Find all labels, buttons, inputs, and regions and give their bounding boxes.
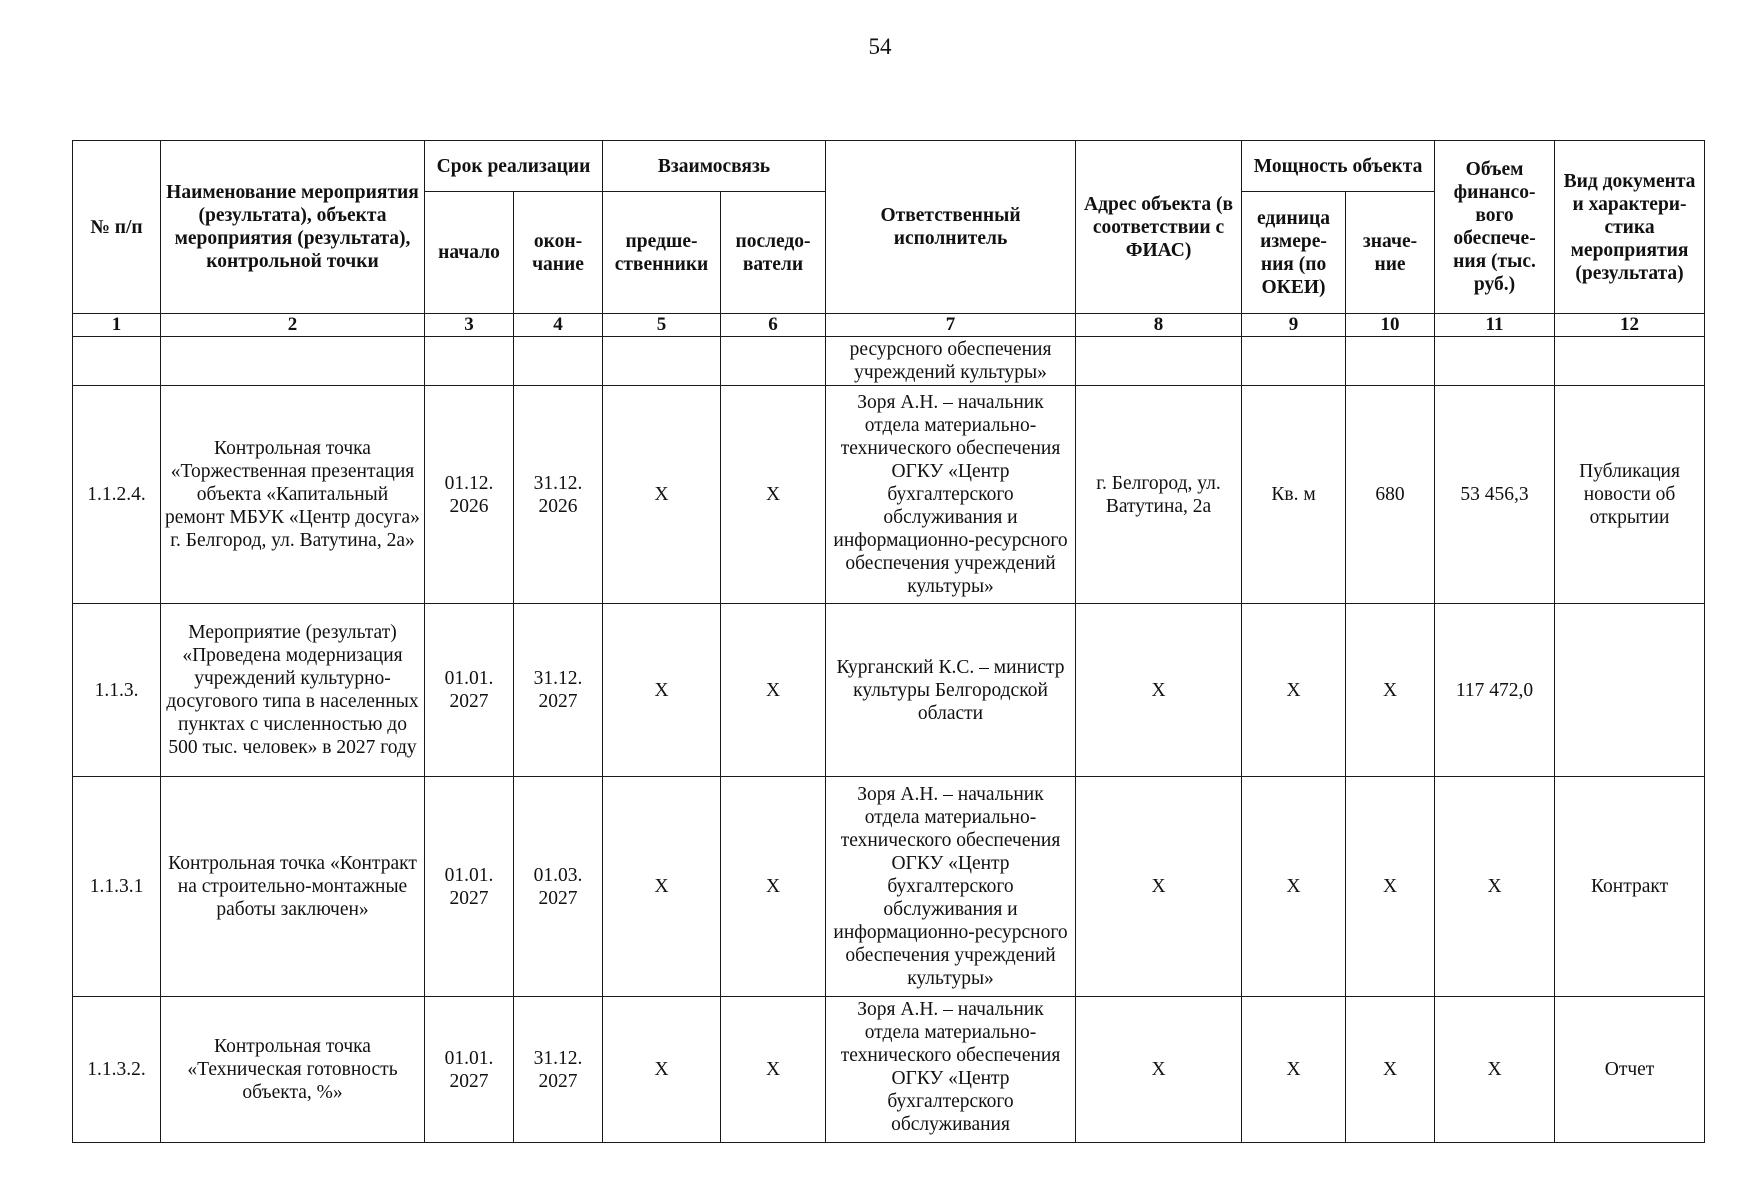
table-row (73, 997, 1705, 1143)
column-number: 6 (721, 314, 826, 337)
header-doc: Вид документа и характери-стика мероприятия (результата) (1555, 141, 1705, 314)
cell-name: Контрольная точка «Торжественная презентация объекта «Капитальный ремонт МБУК «Центр досуга» г. Белгород, ул. Ватутина, 2а» (161, 386, 425, 604)
cell-predecessors: X (603, 604, 721, 777)
column-number: 12 (1555, 314, 1705, 337)
cell-value: 680 (1346, 386, 1435, 604)
cell-doc: Публикация новости об открытии (1555, 386, 1705, 604)
header-start: начало (425, 192, 514, 314)
column-number: 9 (1242, 314, 1346, 337)
cell-address (1076, 337, 1242, 386)
column-number: 1 (73, 314, 161, 337)
cell-address: X (1076, 777, 1242, 997)
cell-value: X (1346, 604, 1435, 777)
header-successors: последо-ватели (721, 192, 826, 314)
cell-end: 01.03. 2027 (514, 777, 603, 997)
cell-unit: X (1242, 604, 1346, 777)
header-period: Срок реализации (425, 141, 603, 192)
cell-finance: X (1435, 997, 1555, 1143)
cell-num: 1.1.3. (73, 604, 161, 777)
cell-name: Контрольная точка «Контракт на строительно-монтажные работы заключен» (161, 777, 425, 997)
header-predecessors: предше-ственники (603, 192, 721, 314)
cell-responsible: Зоря А.Н. – начальник отдела материально-технического обеспечения ОГКУ «Центр бухгалтерского обслуживания (826, 997, 1076, 1143)
cell-successors: X (721, 386, 826, 604)
cell-num (73, 337, 161, 386)
header-num: № п/п (73, 141, 161, 314)
cell-doc: Контракт (1555, 777, 1705, 997)
cell-doc (1555, 337, 1705, 386)
cell-start: 01.01. 2027 (425, 997, 514, 1143)
cell-responsible: Зоря А.Н. – начальник отдела материально-технического обеспечения ОГКУ «Центр бухгалтерского обслуживания и информационно-ресурсного обеспечения учреждений культуры» (826, 386, 1076, 604)
header-address: Адрес объекта (в соответствии с ФИАС) (1076, 141, 1242, 314)
column-number: 8 (1076, 314, 1242, 337)
header-responsible: Ответственный исполнитель (826, 141, 1076, 314)
column-number: 4 (514, 314, 603, 337)
page-number: 54 (868, 34, 892, 59)
table-row (73, 777, 1705, 997)
header-row-1 (73, 141, 1705, 192)
cell-responsible: ресурсного обеспечения учреждений культуры» (826, 337, 1076, 386)
cell-value (1346, 337, 1435, 386)
header-end: окон-чание (514, 192, 603, 314)
cell-unit: X (1242, 777, 1346, 997)
events-table (72, 140, 1705, 1143)
cell-start: 01.12. 2026 (425, 386, 514, 604)
header-name: Наименование мероприятия (результата), объекта мероприятия (результата), контрольной точки (161, 141, 425, 314)
column-number: 2 (161, 314, 425, 337)
cell-finance: X (1435, 777, 1555, 997)
cell-address: X (1076, 997, 1242, 1143)
cell-successors: X (721, 604, 826, 777)
cell-finance: 117 472,0 (1435, 604, 1555, 777)
cell-successors (721, 337, 826, 386)
column-number: 7 (826, 314, 1076, 337)
cell-name: Мероприятие (результат) «Проведена модернизация учреждений культурно-досугового типа в населенных пунктах с численностью до 500 тыс. человек» в 2027 году (161, 604, 425, 777)
cell-name (161, 337, 425, 386)
header-value: значе-ние (1346, 192, 1435, 314)
cell-num: 1.1.2.4. (73, 386, 161, 604)
cell-num: 1.1.3.2. (73, 997, 161, 1143)
cell-predecessors: X (603, 386, 721, 604)
cell-end (514, 337, 603, 386)
cell-unit (1242, 337, 1346, 386)
cell-unit: X (1242, 997, 1346, 1143)
cell-responsible: Курганский К.С. – министр культуры Белгородской области (826, 604, 1076, 777)
cell-successors: X (721, 777, 826, 997)
cell-end: 31.12. 2027 (514, 604, 603, 777)
cell-predecessors: X (603, 997, 721, 1143)
cell-value: X (1346, 997, 1435, 1143)
cell-doc: Отчет (1555, 997, 1705, 1143)
cell-doc (1555, 604, 1705, 777)
cell-num: 1.1.3.1 (73, 777, 161, 997)
header-capacity: Мощность объекта (1242, 141, 1435, 192)
column-numbers-row (73, 314, 1705, 337)
header-finance: Объем финансо-вого обеспече-ния (тыс. руб.) (1435, 141, 1555, 314)
column-number: 3 (425, 314, 514, 337)
cell-value: X (1346, 777, 1435, 997)
cell-start (425, 337, 514, 386)
cell-predecessors: X (603, 777, 721, 997)
cell-start: 01.01. 2027 (425, 777, 514, 997)
cell-end: 31.12. 2026 (514, 386, 603, 604)
cell-start: 01.01. 2027 (425, 604, 514, 777)
column-number: 11 (1435, 314, 1555, 337)
header-link: Взаимосвязь (603, 141, 826, 192)
cell-unit: Кв. м (1242, 386, 1346, 604)
column-number: 10 (1346, 314, 1435, 337)
cell-end: 31.12. 2027 (514, 997, 603, 1143)
table-row (73, 386, 1705, 604)
cell-predecessors (603, 337, 721, 386)
cell-address: X (1076, 604, 1242, 777)
cell-finance: 53 456,3 (1435, 386, 1555, 604)
cell-finance (1435, 337, 1555, 386)
header-unit: единица измере-ния (по ОКЕИ) (1242, 192, 1346, 314)
table-row (73, 604, 1705, 777)
cell-address: г. Белгород, ул. Ватутина, 2а (1076, 386, 1242, 604)
cell-responsible: Зоря А.Н. – начальник отдела материально-технического обеспечения ОГКУ «Центр бухгалтерского обслуживания и информационно-ресурсного обеспечения учреждений культуры» (826, 777, 1076, 997)
cell-name: Контрольная точка «Техническая готовность объекта, %» (161, 997, 425, 1143)
continuation-row (73, 337, 1705, 386)
column-number: 5 (603, 314, 721, 337)
cell-successors: X (721, 997, 826, 1143)
